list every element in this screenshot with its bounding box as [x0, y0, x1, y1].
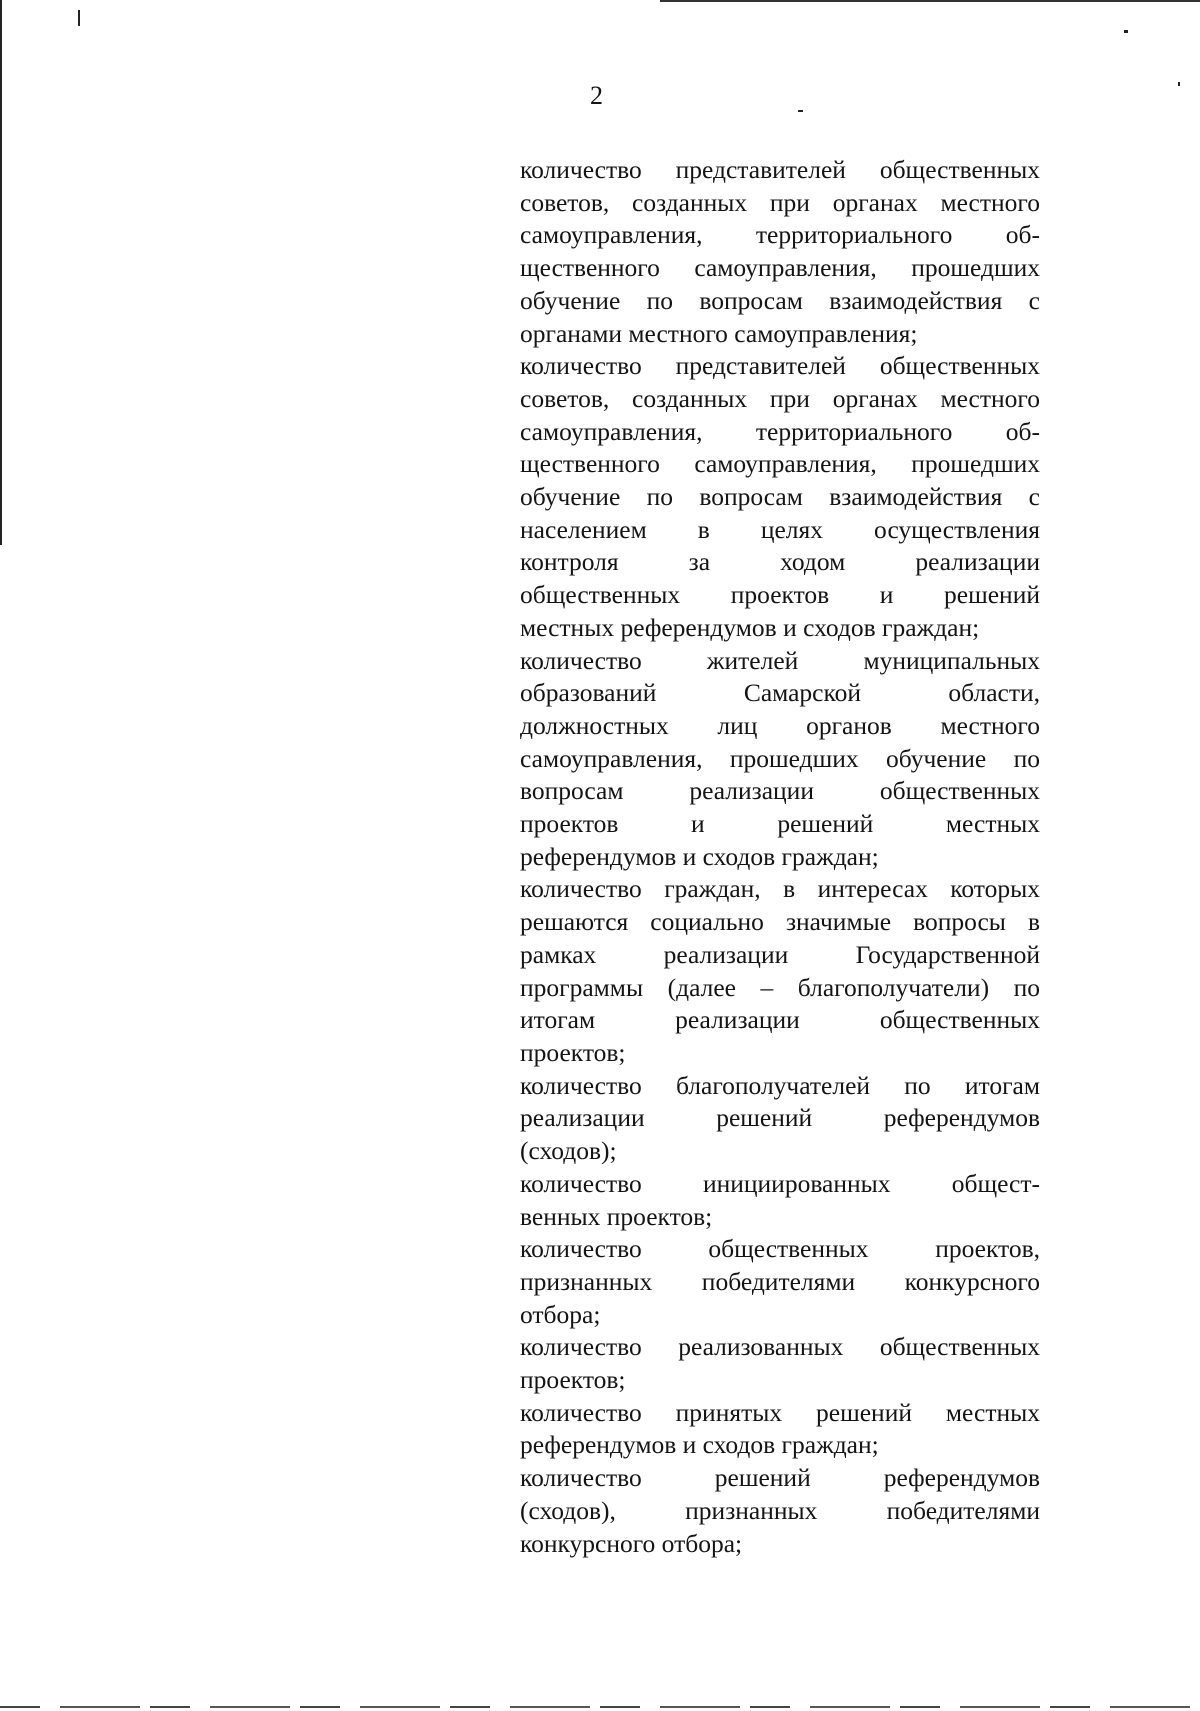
text-line: проектов и решений местных: [520, 809, 1040, 839]
text-line: конкурсного отбора;: [520, 1528, 743, 1558]
paragraph: [520, 1462, 1040, 1560]
text-line: количество общественных проектов,: [520, 1234, 1040, 1264]
scan-speck: [1178, 82, 1180, 86]
paragraph: [520, 154, 1040, 350]
paragraph: [520, 645, 1040, 874]
text-line: рамках реализации Государственной: [520, 939, 1040, 969]
paragraph: [520, 1233, 1040, 1331]
text-line: контроля за ходом реализации: [520, 547, 1040, 577]
text-line: (сходов), признанных победителями: [520, 1495, 1040, 1525]
text-line: количество реализованных общественных: [520, 1332, 1040, 1362]
page-number: 2: [590, 81, 603, 110]
text-line: программы (далее – благополучатели) по: [520, 972, 1040, 1002]
text-line: количество благополучателей по итогам: [520, 1070, 1040, 1100]
text-line: самоуправления, территориального об-: [520, 416, 1040, 446]
text-line: советов, созданных при органах местного: [520, 383, 1040, 413]
text-line: количество представителей общественных: [520, 155, 1040, 184]
text-line: количество граждан, в интересах которых: [520, 874, 1040, 904]
scan-edge-bottom: [0, 1706, 1200, 1708]
text-line: местных референдумов и сходов граждан;: [520, 612, 980, 642]
text-line: проектов;: [520, 1365, 626, 1395]
text-line: обучение по вопросам взаимодействия с: [520, 285, 1040, 315]
text-line: образований Самарской области,: [520, 678, 1040, 708]
paragraph: [520, 873, 1040, 1069]
text-line: органами местного самоуправления;: [520, 318, 918, 348]
text-line: (сходов);: [520, 1136, 617, 1166]
text-line: самоуправления, территориального об-: [520, 220, 1040, 250]
text-line: количество принятых решений местных: [520, 1397, 1040, 1427]
text-line: референдумов и сходов граждан;: [520, 841, 879, 871]
text-line: щественного самоуправления, прошедших: [520, 253, 1040, 283]
paragraph: [520, 1397, 1040, 1462]
text-line: референдумов и сходов граждан;: [520, 1430, 879, 1460]
text-line: общественных проектов и решений: [520, 580, 1040, 610]
paragraph: [520, 1070, 1040, 1168]
scan-edge-left: [0, 0, 2, 545]
scan-speck: [1124, 30, 1128, 33]
paragraph: [520, 1168, 1040, 1233]
text-line: вопросам реализации общественных: [520, 776, 1040, 806]
text-line: советов, созданных при органах местного: [520, 187, 1040, 217]
text-line: населением в целях осуществления: [520, 514, 1040, 544]
text-line: обучение по вопросам взаимодействия с: [520, 482, 1040, 512]
text-line: самоуправления, прошедших обучение по: [520, 743, 1040, 773]
body-text: [520, 154, 1040, 1560]
text-line: должностных лиц органов местного: [520, 710, 1040, 740]
text-line: решаются социально значимые вопросы в: [520, 907, 1040, 937]
text-line: итогам реализации общественных: [520, 1005, 1040, 1035]
paragraph: [520, 350, 1040, 644]
text-line: количество инициированных общест-: [520, 1168, 1040, 1198]
text-line: реализации решений референдумов: [520, 1103, 1040, 1133]
text-line: щественного самоуправления, прошедших: [520, 449, 1040, 479]
scan-edge-top: [660, 0, 1200, 2]
paragraph: [520, 1331, 1040, 1396]
text-line: количество решений референдумов: [520, 1463, 1040, 1493]
scan-speck: [78, 10, 80, 26]
text-line: проектов;: [520, 1037, 626, 1067]
text-line: количество представителей общественных: [520, 351, 1040, 381]
scan-speck: [798, 110, 803, 112]
text-line: венных проектов;: [520, 1201, 713, 1231]
text-line: отбора;: [520, 1299, 601, 1329]
text-line: признанных победителями конкурсного: [520, 1266, 1040, 1296]
text-line: количество жителей муниципальных: [520, 645, 1040, 675]
